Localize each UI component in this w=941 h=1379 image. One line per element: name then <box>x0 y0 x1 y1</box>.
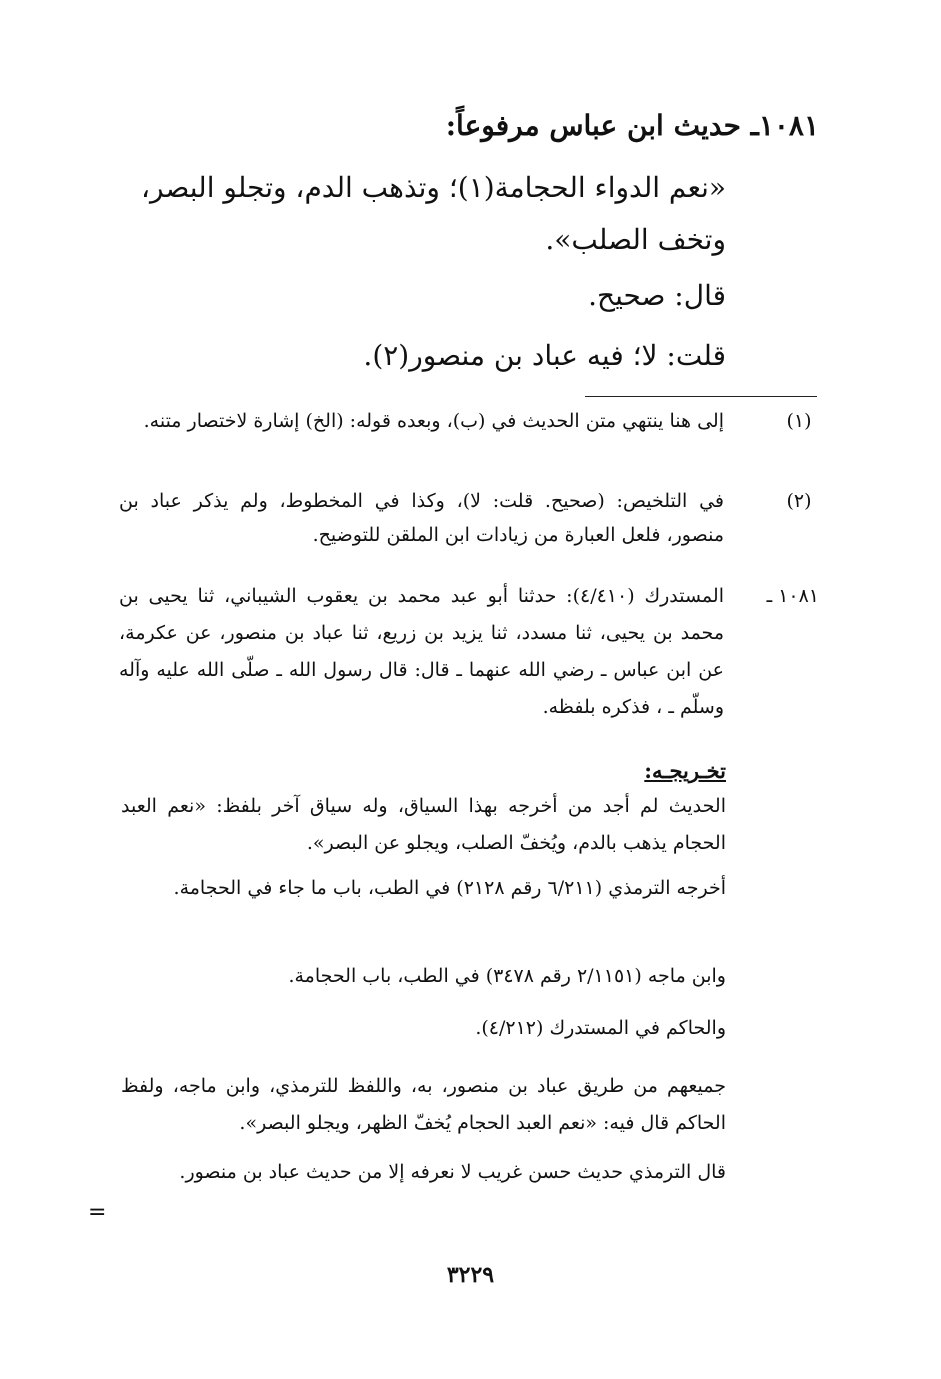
footnote-text: في التلخيص: (صحيح. قلت: لا)، وكذا في المخطوط، ولم يذكر عباد بن منصور، فلعل العبارة من زيادات ابن الملقن للتوضيح. <box>119 490 724 546</box>
source-number: ١٠٨١ ـ <box>766 585 819 607</box>
hadith-text: «نعم الدواء الحجامة(١)؛ وتذهب الدم، وتجلو البصر، وتخف الصلب». <box>140 171 726 256</box>
page-number: ٣٢٢٩ <box>446 1262 495 1288</box>
hadith-title: حديث ابن عباس مرفوعاً: <box>445 109 741 142</box>
footnote-separator <box>585 396 817 397</box>
takhrij-paragraph: قال الترمذي حديث حسن غريب لا نعرفه إلا من حديث عباد بن منصور. <box>179 1161 726 1183</box>
takhrij-paragraph: والحاكم في المستدرك (٤/٢١٢). <box>475 1017 726 1039</box>
takhrij-paragraph: وابن ماجه (٢/١١٥١ رقم ٣٤٧٨) في الطب، باب الحجامة. <box>288 965 726 987</box>
hadith-grading: قال: صحيح. <box>588 279 726 312</box>
footnote-text: إلى هنا ينتهي متن الحديث في (ب)، وبعده قوله: (الخ) إشارة لاختصار متنه. <box>143 410 724 432</box>
source-text: المستدرك (٤/٤١٠): حدثنا أبو عبد محمد بن يعقوب الشيباني، ثنا يحيى بن محمد بن يحيى، ثنا مسدد، ثنا يزيد بن زريع، ثنا عباد بن منصور، عن عكرمة، عن ابن عباس ـ رضي الله عنهما ـ قال: قال رسول الله ـ صلّى الله عليه وآله وسلّم ـ ، فذكره بلفظه. <box>119 585 724 718</box>
takhrij-paragraph: جميعهم من طريق عباد بن منصور، به، واللفظ للترمذي، وابن ماجه، ولفظ الحاكم قال فيه: «نعم العبد الحجام يُخفّ الظهر، ويجلو البصر». <box>121 1075 726 1134</box>
footnote-number: (٢) <box>786 490 812 512</box>
hadith-number: ١٠٨١ـ <box>750 109 819 142</box>
takhrij-paragraph: الحديث لم أجد من أخرجه بهذا السياق، وله سياق آخر بلفظ: «نعم العبد الحجام يذهب بالدم، ويُخفّ الصلب، ويجلو عن البصر». <box>121 795 726 854</box>
continuation-mark: = <box>88 1200 107 1225</box>
footnote-number: (١) <box>786 410 812 432</box>
takhrij-paragraph: أخرجه الترمذي (٦/٢١١ رقم ٢١٢٨) في الطب، باب ما جاء في الحجامة. <box>173 877 726 899</box>
hadith-heading <box>119 100 819 152</box>
hadith-comment: قلت: لا؛ فيه عباد بن منصور(٢). <box>363 339 726 372</box>
takhrij-heading: تخـريجـه: <box>644 758 726 783</box>
